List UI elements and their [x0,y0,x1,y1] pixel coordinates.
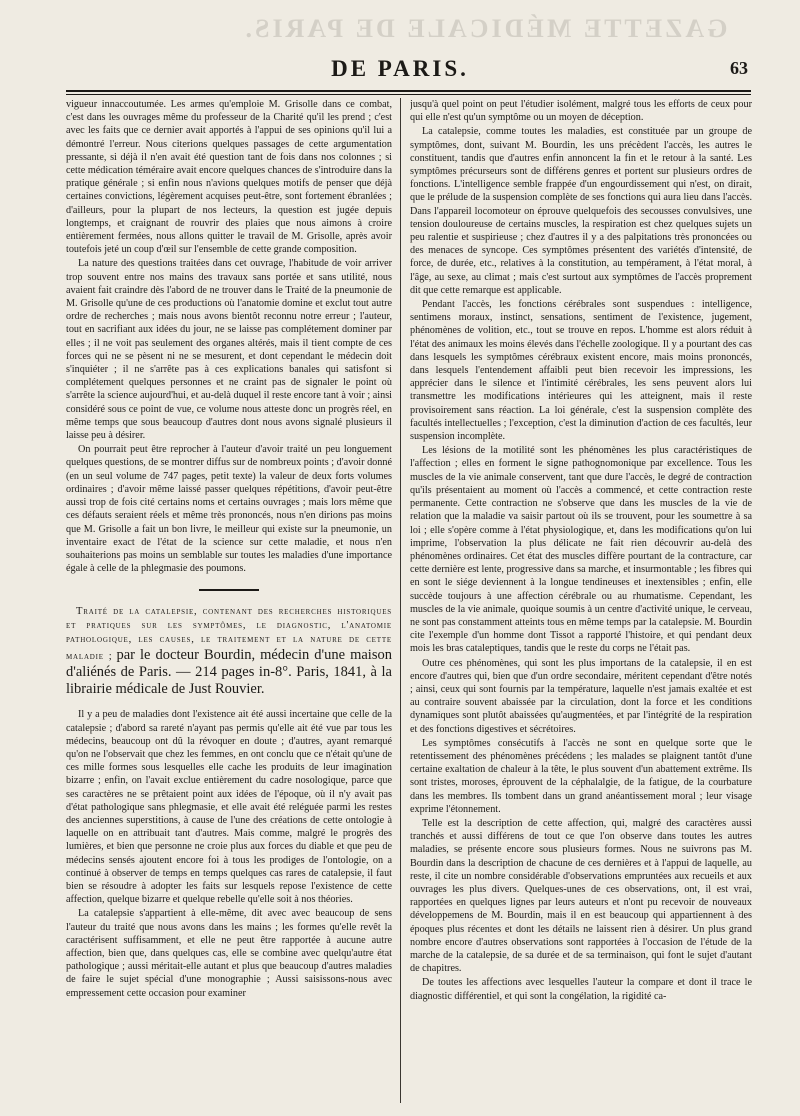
page-header [50,52,750,90]
bleed-through-text: GAZETTE MÉDICALE DE PARIS. [242,14,728,43]
paragraph: On pourrait peut être reprocher à l'auteur d'avoir traité un peu longuement quelques questions, de se montrer diffus sur de nombreux points ; d'avoir donné (en un seul volume de 747 pages, petit texte) la valeur de deux forts volumes ordinaires ; d'avoir même laissé passer quelques répétitions, d'avoir peut-être aussi trop de fois cité certains noms et certains ouvrages ; mais lors même que ces défauts seraient réels et même très prononcés, nous n'en dirions pas moins que M. Grisolle a fait un bon livre, le meilleur qui existe sur la pneumonie, un inventaire exact de l'état de la science sur cette maladie, et nous n'en souhaiterions pas moins un semblable sur toutes les maladies d'une importance égale à celle de la phlegmasie des poumons. [66,444,392,575]
paragraph: Telle est la description de cette affection, qui, malgré des caractères aussi tranchés et aussi différens de tout ce que l'on observe dans toutes les autres maladies, se présente encore sous plusieurs formes. Nous ne suivrons pas M. Bourdin dans la description de chacune de ces dernières et à l'appui de laquelle, au reste, il cite un nombre considérable d'observations empruntées aux recueils et aux ouvrages les plus divers. Quelques-unes de ces observations, ont, il est vrai, rapportées en quelques lignes par leurs auteurs et n'ont pu recevoir de nouveaux développemens de M. Bourdin, mais il en est beaucoup qui appartiennent à des époques plus récentes et dont les détails ne laissent rien à désirer. Un plus grand nombre encore d'autres observations sont rapportées à l'occasion de l'étude de la marche de la catalepsie, de sa durée et de sa terminaison, qui font le sujet d'autant de chapitres. [410,817,752,975]
paragraph: Pendant l'accès, les fonctions cérébrales sont suspendues : intelligence, sentimens moraux, instinct, sensations, sentiment de l'existence, jugement, phénomènes de volition, etc., tout se trouve en repos. L'homme est alors réduit à l'état des animaux les moins élevés dans l'échelle zoologique. Il y a pourtant des cas dans lesquels les symptômes cérébraux existent encore, mais moins prononcés, dans lesquels l'entendement affaibli peut bien recevoir les impressions, les apprécier dans le silence et l'intimité cérébrales, les sens peuvent alors lui transmettre les modifications intérieures qui les atteignent, mais il reste provisoirement sans réaction. La loi générale, c'est la suspension complète des facultés intellectuelles ; l'exception, c'est la diminution d'action de ces facultés, leur suspension incomplète. [410,299,752,443]
page-number: 63 [730,58,748,78]
paragraph: Il y a peu de maladies dont l'existence ait été aussi incertaine que celle de la catalepsie ; d'abord sa rareté n'ayant pas permis qu'elle ait été vue par tous les médecins, beaucoup ont dû la révoquer en doute ; d'autres, ayant remarqué qu'on ne l'observait que chez les femmes, en ont conclu que ce n'était qu'une de ces mille formes sous lesquelles elle cache les produits de leur imagination bizarre ; enfin, on l'avait exclue entièrement du cadre nosologique, parce que ses caractères ne se prêtaient point aux idées de l'époque, où il n'y avait pas d'état pathologique sans phlegmasie, et elle avait été reléguée parmi les restes des anciennes superstitions, à cause de l'une des créations de cette ontologie à laquelle on en attribuait tant d'autres. Mais comme, malgré le progrès des lumières, et bien que personne ne croie plus aux forces du diable et que peu de médecins sensés ajoutent encore foi à tous les prodiges de l'ontologie, on a continué à observer de temps en temps quelques cas rares de catalepsie, il faut bien se résoudre à adopter les faits sur lesquels repose l'existence de cette affection, quelque bizarre et quelque rebelle qu'elle soit à nos théories. [66,709,392,906]
paragraph: jusqu'à quel point on peut l'étudier isolément, malgré tous les efforts de ceux pour qui elle n'est qu'un symptôme ou un moyen de déception. [410,99,752,124]
paragraph: De toutes les affections avec lesquelles l'auteur la compare et dont il trace le diagnostic différentiel, et qui sont la congélation, la rigidité ca- [410,977,752,1002]
paragraph: La nature des questions traitées dans cet ouvrage, l'habitude de voir arriver trop souvent entre nos mains des travaux sans portée et sans utilité, nous avaient fait craindre dès l'abord de ne trouver dans le Traité de la pneumonie de M. Grisolle qu'une de ces productions où l'anatomie domine et exclut tout autre ordre de recherches ; mais nous avons bientôt reconnu notre erreur ; l'auteur, tout en sacrifiant aux idées du jour, ne se laisse pas complétement dominer par elles ; il ne voit pas seulement des organes altérés, mais il tient compte de ces forces qui ne se pèsent ni ne se mesurent, et dont cependant le médecin doit s'inquiéter ; il ne s'arrête pas à ces explications banales qui satisfont si complétement quelques personnes et ne craint pas de signaler le point où s'arrête la science aujourd'hui, et au-delà duquel il reste encore tant à voir ; ainsi considéré sous ce point de vue, ce volume nous atteste donc un progrès réel, en même temps que sous beaucoup d'autres dont nous avons signalé plusieurs il laisse peu à désirer. [66,258,392,442]
section-separator [199,589,259,591]
column-divider [400,98,401,1103]
running-title: DE PARIS. [331,56,469,81]
header-rule [66,90,751,95]
right-column [410,98,752,1108]
paragraph: Outre ces phénomènes, qui sont les plus importans de la catalepsie, il en est encore d'autres qui, bien que d'un ordre secondaire, méritent cependant d'être notés ; ainsi, ceux qui sont fournis par la température, laquelle n'est jamais exaltée et est au contraire souvent abaissée par la circulation, dont la force et les conditions dynamiques sont plutôt abaissées qu'augmentées, et par l'intégrité de la respiration et des fonctions digestives et sécrétoires. [410,657,752,735]
paragraph: La catalepsie s'appartient à elle-même, dit avec avec beaucoup de sens l'auteur du traité que nous avons dans les mains ; les formes qu'elle revêt la caractérisent suffisamment, et elle ne peut être rapportée à aucune autre affection, bien que, dans quelques cas, elle se combine avec quelqu'autre état pathologique ; aussi méritait-elle autant et plus que beaucoup d'autres maladies de faire le sujet spécial d'une monographie ; Aussi saisissons-nous avec empressement cette occasion pour examiner [66,908,392,999]
paragraph: Les lésions de la motilité sont les phénomènes les plus caractéristiques de l'affection ; elles en forment le signe pathognomonique par excellence. Tous les muscles de la vie animale conservent, tant que dure l'accès, le degré de contraction qu'ils présentaient au moment où l'accès a commencé, et cette contraction reste permanente. Cette contraction ne s'observe que dans les muscles de la vie de relation que la maladie va saisir partout où ils se trouvent, pour les soumettre à sa loi ; elle s'opère comme à l'état physiologique, et, dans les modifications qu'on lui imprime, l'observation la plus délicate ne fait rien découvrir au-delà des phénomènes ordinaires. Cet état des muscles diffère pourtant de la contracture, car cette dernière est lente, progressive dans sa marche, et insurmontable ; les fibres qui en sont le siége deviennent à la longue tendineuses et inextensibles ; enfin, elle succède toujours à une affection cérébrale ou au rhumatisme. Cependant, les muscles de la vie animale, quoique soumis à un centre d'activité unique, le cerveau, ne sont pas constamment atteints tous en même temps par la catalepsie. M. Bourdin cite l'exemple d'un homme dont Tissot a rapporté l'histoire, et qui pendant deux mois les bras cataleptiques, tandis que le reste du corps ne l'était pas. [410,445,752,655]
paragraph: vigueur innaccoutumée. Les armes qu'emploie M. Grisolle dans ce combat, c'est dans les ouvrages même du professeur de la Charité qu'il les prend ; c'est avec les faits que ce dernier avait apportés à l'appui de ses opinions qu'il lui a démontré l'erreur. Nous citerions quelques passages de cette argumentation pressante, si déjà il n'en avait été question tant de fois dans nos colonnes ; si cette médication téméraire avait encore quelques chances de s'introduire dans la pratique générale ; si enfin nous n'avions quelques motifs de penser que déjà certaines convictions, légèrement acquises peut-être, sont fortement ébranlées ; d'ailleurs, pour la plupart de nos lecteurs, la question est jugée depuis longtemps, et craignant de rouvrir des plaies que nous aimons à croire entièrement fermées, nous allons quitter le travail de M. Grisolle, après avoir toutefois jeté un coup d'œil sur l'ensemble de cette grande composition. [66,99,392,256]
left-column [66,98,392,1108]
review-author-publisher: par le docteur Bourdin, médecin d'une maison d'aliénés de Paris. — 214 pages in-8°. Paris, 1841, à la librairie médicale de Just Rouvier. [66,647,392,698]
review-title: Traité de la catalepsie, contenant des recherches historiques et pratiques sur les symptômes, le diagnostic, l'anatomie pathologique, les causes, le traitement et la nature de cette maladie ; [66,606,392,663]
paragraph: La catalepsie, comme toutes les maladies, est constituée par un groupe de symptômes, dont, suivant M. Bourdin, les uns précèdent l'accès, les autres le constituent, tandis que d'autres enfin annoncent la fin et le retour à la santé. Les symptômes précurseurs sont de différens genres et portent sur plusieurs ordres de fonctions. L'intelligence semble frappée d'un engourdissement qui n'est, on dirait, que le prélude de la suspension complète de ses fonctions qui aura lieu dans l'accès. Dans l'appareil locomoteur on éprouve quelquefois des secousses convulsives, une tension douloureuse de certains muscles, la respiration est chez quelques sujets un peu ralentie et suspirieuse ; chez d'autres il y a des palpitations très prononcées ou des menaces de syncope. Ces symptômes présentent des variétés d'intensité, de force, de durée, etc., relatives à la constitution, au tempérament, à l'état moral, à l'âge, au sexe, au climat ; mais c'est surtout aux symptômes de l'accès proprement dit que cette remarque est applicable. [410,126,752,296]
review-heading [66,605,392,698]
paragraph: Les symptômes consécutifs à l'accès ne sont en quelque sorte que le retentissement des phénomènes précédens ; les malades se plaignent tantôt d'une certaine exaltation de chaleur à la tête, le plus souvent d'un abattement extrême. Ils sont tristes, moroses, éprouvent de la céphalalgie, de la fatigue, de la courbature dans les membres. Ils tombent dans un grand anéantissement moral ; leur visage exprime l'étonnement. [410,737,752,815]
